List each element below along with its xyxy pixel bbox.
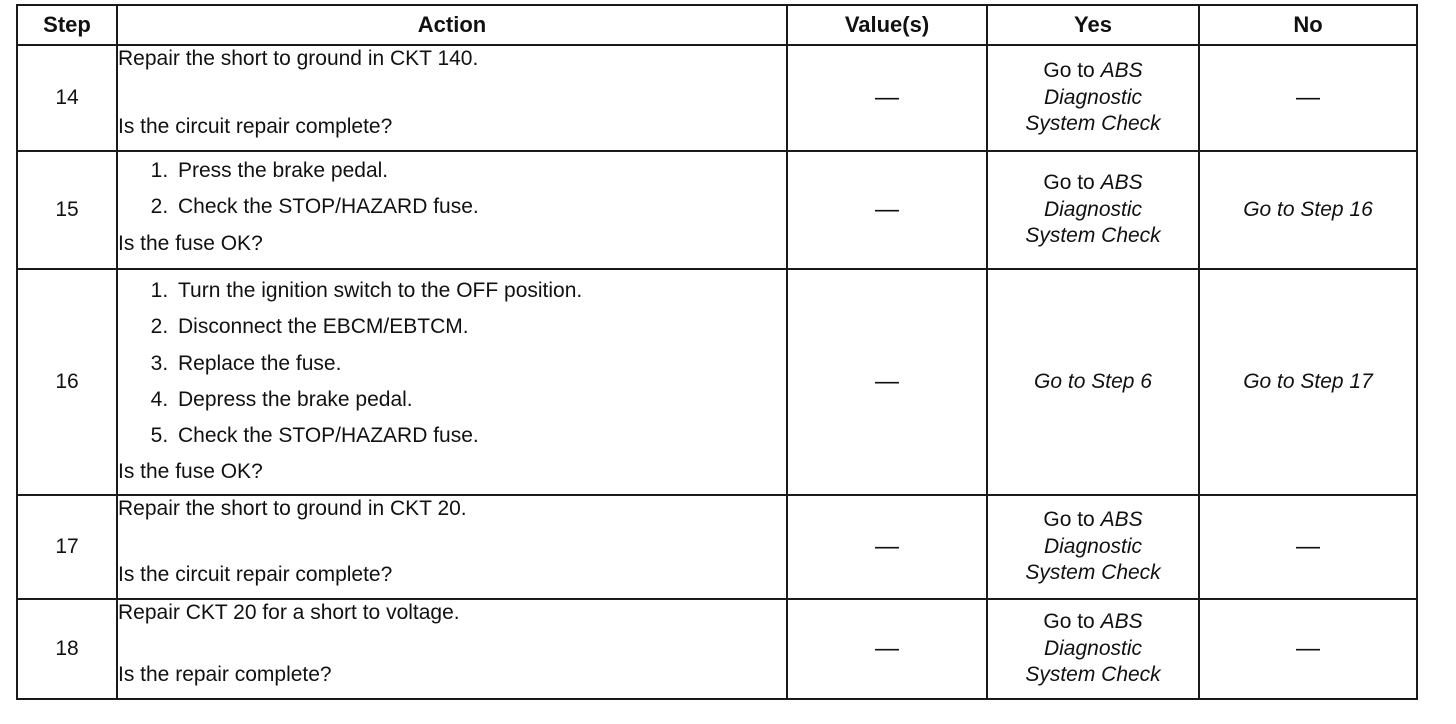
- yes-line2: Diagnostic: [1043, 636, 1143, 660]
- yes-prefix: Go to: [1043, 58, 1101, 82]
- step-number: 16: [17, 269, 117, 495]
- table-row: [17, 151, 1417, 269]
- header-step: Step: [17, 5, 117, 45]
- value-cell: [787, 495, 987, 599]
- action-text: Repair CKT 20 for a short to voltage.: [118, 601, 460, 624]
- yes-prefix: Go to: [1043, 507, 1101, 531]
- action-step: 3. Replace the fuse.: [174, 351, 786, 377]
- yes-link[interactable]: [1025, 609, 1160, 690]
- no-cell: [1199, 495, 1417, 599]
- yes-line2: Diagnostic: [1043, 534, 1143, 558]
- step-number: 18: [17, 599, 117, 699]
- yes-prefix: Go to: [1043, 170, 1101, 194]
- value-dash: —: [875, 533, 899, 560]
- yes-line3: System Check: [1025, 112, 1161, 136]
- action-question: Is the circuit repair complete?: [118, 114, 393, 138]
- action-cell: [117, 599, 787, 699]
- yes-line2: Diagnostic: [1043, 197, 1143, 221]
- no-link[interactable]: Go to Step 17: [1243, 369, 1373, 393]
- table-row: [17, 269, 1417, 495]
- action-cell: [117, 495, 787, 599]
- yes-line3: System Check: [1025, 224, 1161, 248]
- no-cell: [1199, 45, 1417, 151]
- yes-cell: [987, 45, 1199, 151]
- action-step: 4. Depress the brake pedal.: [174, 387, 786, 413]
- table-row: [17, 45, 1417, 151]
- value-dash: —: [875, 635, 899, 662]
- action-step: 1. Press the brake pedal.: [174, 158, 786, 184]
- yes-italic: ABS: [1100, 609, 1143, 633]
- value-dash: —: [875, 84, 899, 111]
- yes-line3: System Check: [1025, 561, 1161, 585]
- no-cell: [1199, 599, 1417, 699]
- yes-italic: ABS: [1100, 58, 1143, 82]
- action-step: 1. Turn the ignition switch to the OFF position.: [174, 278, 786, 304]
- action-text: Repair the short to ground in CKT 140.: [118, 47, 479, 70]
- action-question: Is the fuse OK?: [118, 231, 263, 255]
- yes-link[interactable]: Go to Step 6: [1034, 369, 1152, 393]
- yes-italic: ABS: [1100, 170, 1143, 194]
- action-cell: [117, 45, 787, 151]
- action-question: Is the circuit repair complete?: [118, 562, 393, 586]
- action-step: 2. Disconnect the EBCM/EBTCM.: [174, 314, 786, 340]
- yes-link[interactable]: [1025, 58, 1160, 139]
- header-values: Value(s): [787, 5, 987, 45]
- action-steps-list: [118, 278, 786, 449]
- value-cell: [787, 269, 987, 495]
- header-yes: Yes: [987, 5, 1199, 45]
- yes-italic: ABS: [1100, 507, 1143, 531]
- yes-line3: System Check: [1025, 663, 1161, 687]
- value-cell: [787, 45, 987, 151]
- yes-cell: [987, 495, 1199, 599]
- yes-cell: [987, 599, 1199, 699]
- action-step: 5. Check the STOP/HAZARD fuse.: [174, 423, 786, 449]
- yes-link[interactable]: [1025, 507, 1160, 588]
- yes-prefix: Go to: [1043, 609, 1101, 633]
- header-row: [17, 5, 1417, 45]
- no-link[interactable]: Go to Step 16: [1243, 197, 1373, 221]
- yes-cell: [987, 269, 1199, 495]
- table-row: [17, 495, 1417, 599]
- table-row: [17, 599, 1417, 699]
- action-steps-list: [118, 158, 786, 221]
- step-number: 17: [17, 495, 117, 599]
- value-dash: —: [875, 368, 899, 395]
- header-no: No: [1199, 5, 1417, 45]
- step-number: 14: [17, 45, 117, 151]
- action-cell: [117, 269, 787, 495]
- header-action: Action: [117, 5, 787, 45]
- action-question: Is the fuse OK?: [118, 460, 263, 484]
- yes-link[interactable]: [1025, 170, 1160, 251]
- no-dash: —: [1296, 533, 1320, 560]
- no-dash: —: [1296, 84, 1320, 111]
- diagnostic-table: [16, 4, 1418, 700]
- action-question: Is the repair complete?: [118, 662, 332, 686]
- step-number: 15: [17, 151, 117, 269]
- value-cell: [787, 599, 987, 699]
- value-cell: [787, 151, 987, 269]
- yes-cell: [987, 151, 1199, 269]
- action-text: Repair the short to ground in CKT 20.: [118, 497, 467, 520]
- action-cell: [117, 151, 787, 269]
- no-cell: [1199, 151, 1417, 269]
- value-dash: —: [875, 196, 899, 223]
- no-dash: —: [1296, 635, 1320, 662]
- action-step: 2. Check the STOP/HAZARD fuse.: [174, 194, 786, 220]
- yes-line2: Diagnostic: [1043, 85, 1143, 109]
- no-cell: [1199, 269, 1417, 495]
